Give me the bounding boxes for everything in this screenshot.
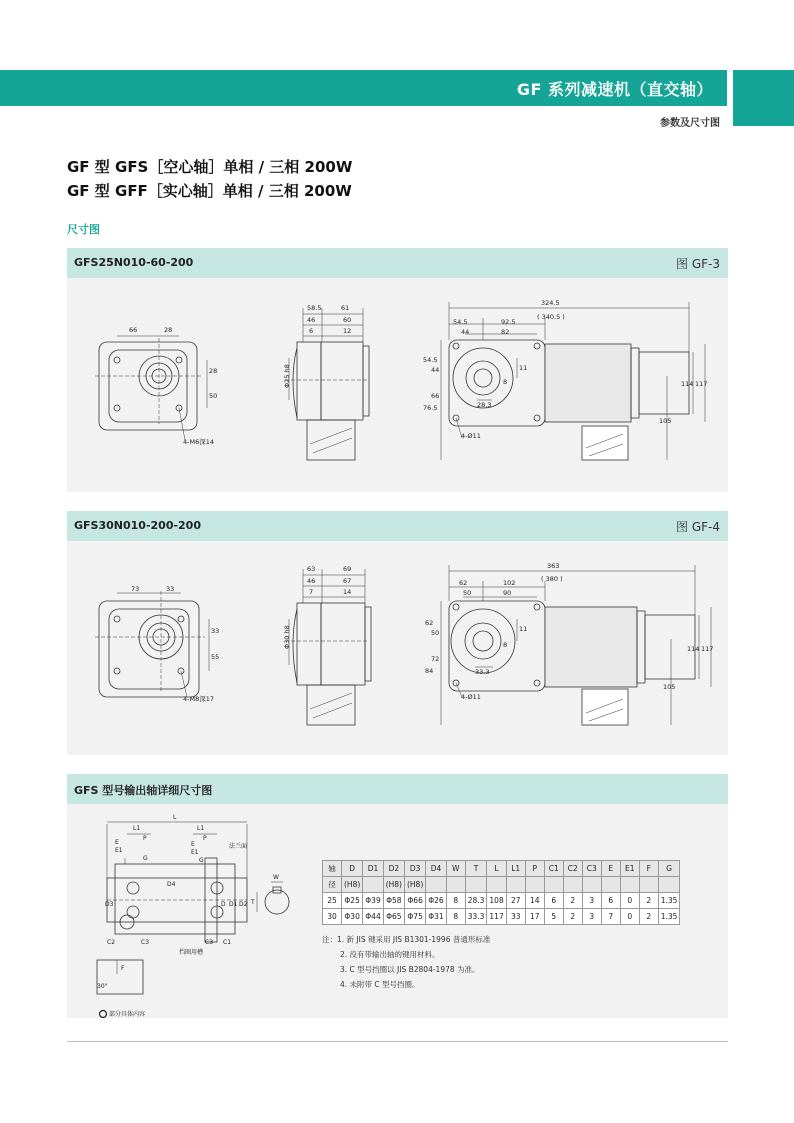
dim-label: 363 (547, 562, 560, 570)
dim-label: C3 (141, 939, 150, 946)
dim-label: 46 (307, 316, 316, 324)
table-header-cell (465, 877, 487, 893)
dim-label: 76.5 (423, 404, 438, 412)
dim-label: 114 (681, 380, 694, 388)
table-header-cell (658, 877, 680, 893)
dim-label: ( 340.5 ) (537, 313, 565, 321)
dim-label: 54.5 (423, 356, 438, 364)
table-header-row (323, 861, 680, 877)
table-header-cell: 轴 (323, 861, 342, 877)
section-label: 尺寸图 (67, 223, 100, 236)
table-cell: 25 (323, 893, 342, 909)
table-header-cell: (H8) (342, 877, 363, 893)
dim-label: 324.5 (541, 299, 560, 307)
dim-label: 67 (343, 577, 352, 585)
dim-label: 66 (129, 326, 138, 334)
table-cell: 6 (601, 893, 620, 909)
table-cell: 3 (582, 893, 601, 909)
table-cell: 27 (506, 893, 525, 909)
page-subtitle: 参数及尺寸图 (660, 118, 720, 129)
dim-label: 33 (211, 627, 220, 635)
dim-label: D (221, 901, 226, 908)
flange-label: 法兰面 (229, 843, 248, 850)
dim-label: 62 (459, 579, 468, 587)
table-cell: Φ25 (342, 893, 363, 909)
model-number: GFS30N010-200-200 (74, 519, 201, 532)
table-cell: 1.35 (658, 909, 680, 925)
drawing-panel-gf4 (67, 511, 728, 755)
table-header-cell (544, 877, 563, 893)
dim-label: 82 (501, 328, 510, 336)
table-header-cell: P (525, 861, 544, 877)
dim-label: ( 380 ) (541, 575, 563, 583)
table-cell: 33 (506, 909, 525, 925)
dim-label: 72 (431, 655, 440, 663)
shaft-dimension-table (322, 860, 680, 925)
table-cell: Φ44 (363, 909, 383, 925)
dim-label: 50 (431, 629, 440, 637)
table-header-cell: E (601, 861, 620, 877)
table-cell: Φ31 (426, 909, 446, 925)
dim-label: L1 (133, 825, 141, 832)
dim-label: T (251, 899, 255, 906)
dim-label: 33.3 (475, 668, 490, 676)
notes (322, 932, 490, 992)
drawing-panel-gf3 (67, 248, 728, 492)
bolt-label: 4-M6深14 (183, 438, 214, 446)
table-header-cell: D1 (363, 861, 383, 877)
dim-label: E (115, 839, 119, 846)
table-cell: 17 (525, 909, 544, 925)
dim-label: 54.5 (453, 318, 468, 326)
table-header-cell (601, 877, 620, 893)
table-cell: Φ66 (404, 893, 425, 909)
table-cell: 2 (639, 909, 658, 925)
dim-label: 84 (425, 667, 434, 675)
dim-label: 50 (463, 589, 472, 597)
dim-label: 105 (659, 417, 672, 425)
dim-label: E (191, 841, 195, 848)
table-header-cell (582, 877, 601, 893)
page-header-title: GF 系列减速机（直交轴） (516, 80, 713, 99)
dim-label: W (273, 874, 279, 881)
product-title-1: GF 型 GFS［空心轴］单相 / 三相 200W (67, 158, 353, 176)
table-header-cell: D3 (404, 861, 425, 877)
dim-label: D1 (229, 901, 238, 908)
table-cell: 1.35 (658, 893, 680, 909)
dim-label: 14 (343, 588, 352, 596)
table-header-cell: D (342, 861, 363, 877)
dim-label: 28 (164, 326, 173, 334)
note-item: 注：1. 新 JIS 键采用 JIS B1301-1996 普通形标准 (322, 935, 491, 944)
dim-label: P (143, 835, 147, 842)
table-cell: 0 (620, 893, 639, 909)
dim-label: F (121, 965, 125, 972)
table-header-cell: T (465, 861, 487, 877)
table-cell: Φ39 (363, 893, 383, 909)
table-header-cell (525, 877, 544, 893)
dim-label: 28.3 (477, 401, 492, 409)
detail-marker-icon (100, 1011, 107, 1018)
table-cell: 0 (620, 909, 639, 925)
table-cell: 3 (582, 909, 601, 925)
table-row (323, 909, 680, 925)
dim-label: 63 (307, 565, 316, 573)
table-cell: 6 (544, 893, 563, 909)
table-header-cell (506, 877, 525, 893)
table-header-cell: F (639, 861, 658, 877)
panel-title: GFS 型号输出轴详细尺寸图 (74, 784, 213, 797)
table-header-cell: G (658, 861, 680, 877)
dim-label: 50 (209, 392, 218, 400)
dim-label: 66 (431, 392, 440, 400)
table-header-cell: L (487, 861, 506, 877)
dim-label: D3 (105, 901, 114, 908)
table-header-cell (620, 877, 639, 893)
dim-label: 28 (209, 367, 218, 375)
table-cell: 2 (563, 893, 582, 909)
table-cell: 14 (525, 893, 544, 909)
table-header-cell: C3 (582, 861, 601, 877)
hole-label: 4-Ø11 (461, 693, 481, 701)
table-header-cell: (H8) (383, 877, 404, 893)
dim-label: E1 (191, 849, 199, 856)
table-header-cell: 径 (323, 877, 342, 893)
dim-label: 11 (519, 625, 528, 633)
table-cell: Φ65 (383, 909, 404, 925)
dim-label: 92.5 (501, 318, 516, 326)
note-item: 4. 未附带 C 型号挡圈。 (340, 980, 420, 989)
dim-label: 33 (166, 585, 175, 593)
table-cell: 8 (446, 909, 465, 925)
dim-label: 117 (695, 380, 708, 388)
dim-label: G (143, 855, 148, 862)
figure-number: 图 GF-4 (676, 520, 720, 534)
dim-label: E1 (115, 847, 123, 854)
dim-label: D4 (167, 881, 176, 888)
dim-label: 62 (425, 619, 434, 627)
dim-label: 114 (687, 645, 700, 653)
hole-label: 4-Ø11 (461, 432, 481, 440)
note-item: 2. 没有带输出轴的键用材料。 (340, 950, 440, 959)
dim-label: 105 (663, 683, 676, 691)
table-header-cell: D4 (426, 861, 446, 877)
table-cell: 108 (487, 893, 506, 909)
table-cell: 33.3 (465, 909, 487, 925)
table-row (323, 893, 680, 909)
dim-label: C3 (205, 939, 214, 946)
dim-label: 55 (211, 653, 220, 661)
table-cell: 7 (601, 909, 620, 925)
table-header-cell (426, 877, 446, 893)
table-cell: 2 (639, 893, 658, 909)
table-header-cell: D2 (383, 861, 404, 877)
dim-label: 30° (97, 983, 108, 990)
table-header-cell: E1 (620, 861, 639, 877)
header-bar (0, 70, 727, 106)
dim-label: 7 (309, 588, 314, 596)
dim-label: 8 (503, 641, 508, 649)
table-cell: 8 (446, 893, 465, 909)
dim-label: 90 (503, 589, 512, 597)
table-header-cell (639, 877, 658, 893)
dim-label: P (203, 835, 207, 842)
dim-label: C2 (107, 939, 116, 946)
table-cell: Φ58 (383, 893, 404, 909)
dim-label: 117 (701, 645, 714, 653)
dim-label: 102 (503, 579, 516, 587)
shaft-section-drawing (67, 774, 317, 1018)
technical-drawing (67, 248, 728, 492)
table-cell: 30 (323, 909, 342, 925)
dim-label: L1 (197, 825, 205, 832)
retainer-label: 挡圈用槽 (179, 949, 204, 956)
dim-label: 12 (343, 327, 352, 335)
table-header-row (323, 877, 680, 893)
table-header-cell: L1 (506, 861, 525, 877)
product-title-2: GF 型 GFF［实心轴］单相 / 三相 200W (67, 182, 352, 200)
table-cell: 2 (563, 909, 582, 925)
dim-label: 44 (431, 366, 440, 374)
dim-label: 58.5 (307, 304, 322, 312)
table-header-cell (446, 877, 465, 893)
dim-label: 61 (341, 304, 350, 312)
table-header-cell (487, 877, 506, 893)
shaft-detail-panel (67, 774, 728, 1018)
table-cell: Φ26 (426, 893, 446, 909)
table-cell: 28.3 (465, 893, 487, 909)
footer-rule (67, 1041, 728, 1042)
dim-label: 69 (343, 565, 352, 573)
dim-label: D2 (239, 901, 248, 908)
note-item: 3. C 型号挡圈以 JIS B2804-1978 为准。 (340, 965, 480, 974)
dim-label: G (199, 857, 204, 864)
dim-label: 60 (343, 316, 352, 324)
dim-label: 73 (131, 585, 140, 593)
dim-label: 44 (461, 328, 470, 336)
side-tab (733, 70, 794, 126)
dim-label: 6 (309, 327, 314, 335)
model-number: GFS25N010-60-200 (74, 256, 194, 269)
table-header-cell (363, 877, 383, 893)
dim-label: 8 (503, 378, 508, 386)
table-cell: Φ30 (342, 909, 363, 925)
table-cell: 117 (487, 909, 506, 925)
dim-label: C1 (223, 939, 232, 946)
dim-label: Φ30 h8 (283, 625, 291, 649)
table-header-cell: C2 (563, 861, 582, 877)
dim-label: L (173, 814, 177, 821)
table-header-cell: W (446, 861, 465, 877)
table-cell: 5 (544, 909, 563, 925)
bolt-label: 4-M8深17 (183, 695, 214, 703)
dim-label: 11 (519, 364, 528, 372)
figure-number: 图 GF-3 (676, 257, 720, 271)
dim-label: 46 (307, 577, 316, 585)
technical-drawing (67, 511, 728, 755)
table-header-cell: C1 (544, 861, 563, 877)
detail-label: 部分具体内容 (109, 1011, 146, 1018)
table-header-cell (563, 877, 582, 893)
dim-label: Φ25 h8 (283, 364, 291, 388)
table-cell: Φ75 (404, 909, 425, 925)
table-header-cell: (H8) (404, 877, 425, 893)
